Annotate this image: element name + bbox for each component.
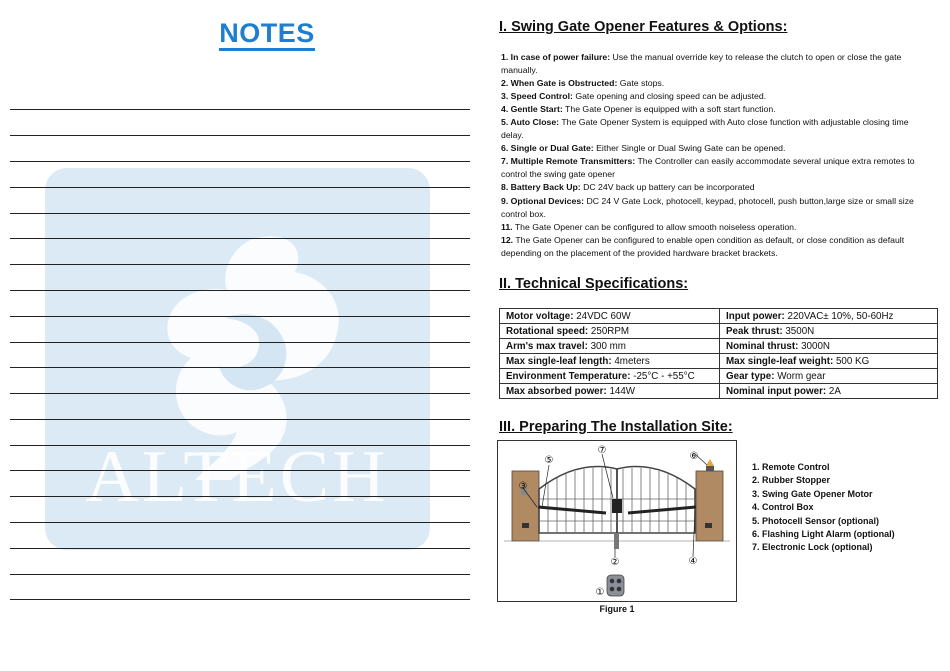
ruled-line [10, 238, 470, 239]
feature-label: 6. Single or Dual Gate: [501, 143, 594, 154]
right-pillar [696, 471, 723, 541]
ruled-line [10, 264, 470, 265]
ruled-line [10, 522, 470, 523]
table-cell: Rotational speed: 250RPM [500, 324, 720, 339]
ruled-line [10, 290, 470, 291]
table-cell: Input power: 220VAC± 10%, 50-60Hz [720, 309, 938, 324]
feature-label: 8. Battery Back Up: [501, 182, 581, 193]
feature-text: Gate stops. [617, 78, 665, 89]
right-gate-leaf [617, 467, 695, 534]
legend-item: 7. Electronic Lock (optional) [752, 542, 873, 553]
feature-text: The Gate Opener can be configured to allow smooth noiseless operation. [512, 221, 797, 232]
feature-item [501, 77, 921, 90]
altech-watermark [45, 168, 430, 550]
ruled-line [10, 445, 470, 446]
legend-item: 1. Remote Control [752, 462, 830, 472]
ruled-line [10, 599, 470, 600]
callout-1: ① [595, 587, 605, 598]
legend-item: 2. Rubber Stopper [752, 475, 831, 486]
ruled-line [10, 161, 470, 162]
feature-item [501, 90, 921, 103]
ruled-line [10, 135, 470, 136]
table-cell: Max single-leaf weight: 500 KG [720, 354, 938, 369]
feature-label: 4. Gentle Start: [501, 104, 563, 115]
figure-legend [752, 461, 895, 555]
table-cell: Peak thrust: 3500N [720, 324, 938, 339]
table-row [500, 324, 938, 339]
gate-illustration [498, 441, 736, 601]
ruled-line [10, 419, 470, 420]
feature-label: 5. Auto Close: [501, 117, 560, 128]
feature-label: 1. In case of power failure: [501, 52, 611, 62]
flashing-light-shape [706, 459, 714, 466]
ruled-line [10, 470, 470, 471]
ruled-line [10, 213, 470, 214]
ruled-line [10, 574, 470, 575]
table-cell: Nominal input power: 2A [720, 384, 938, 399]
left-pillar-box [522, 523, 529, 528]
ruled-line [10, 342, 470, 343]
notes-title-text: NOTES [219, 18, 315, 51]
table-cell: Gear type: Worm gear [720, 369, 938, 384]
feature-text: DC 24V back up battery can be incorporated [580, 182, 755, 193]
figure-caption: Figure 1 [599, 604, 635, 614]
ruled-line [10, 393, 470, 394]
feature-item [501, 234, 921, 260]
feature-text: Use the manual override key to release the clutch to open or close the gate manually. [501, 52, 902, 76]
table-row [500, 354, 938, 369]
feature-label: 3. Speed Control: [501, 91, 573, 102]
features-heading: I. Swing Gate Opener Features & Options: [499, 19, 788, 35]
table-cell: Max single-leaf length: 4meters [500, 354, 720, 369]
table-row [500, 384, 938, 399]
feature-label: 2. When Gate is Obstructed: [501, 78, 618, 89]
feature-label: 7. Multiple Remote Transmitters: [501, 156, 636, 167]
installation-figure [497, 440, 737, 602]
callout-4: ④ [688, 556, 698, 567]
callout-5: ⑤ [544, 455, 554, 466]
feature-item [501, 103, 921, 116]
ruled-line [10, 109, 470, 110]
table-cell: Motor voltage: 24VDC 60W [500, 309, 720, 324]
installation-heading: III. Preparing The Installation Site: [499, 419, 733, 435]
legend-item: 4. Control Box [752, 502, 814, 513]
feature-item [501, 142, 921, 155]
features-list [501, 51, 921, 260]
table-row [500, 339, 938, 354]
rubber-stopper-shape [614, 533, 619, 549]
callout-6: ⑥ [689, 451, 699, 462]
feature-item [501, 221, 921, 234]
notes-title [140, 18, 394, 49]
ruled-line [10, 187, 470, 188]
feature-item [501, 116, 921, 142]
table-row [500, 309, 938, 324]
table-row [500, 369, 938, 384]
feature-label: 12. [501, 234, 514, 245]
specs-table [499, 308, 938, 399]
table-cell: Max absorbed power: 144W [500, 384, 720, 399]
feature-text: The Gate Opener can be configured to enable open condition as default, or close condition as default depending on the placement of the provided hardware bracket brackets. [501, 234, 905, 258]
table-cell: Arm's max travel: 300 mm [500, 339, 720, 354]
feature-label: 9. Optional Devices: [501, 195, 585, 206]
callout-2: ② [610, 557, 620, 568]
feature-item [501, 155, 921, 181]
feature-text: Either Single or Dual Swing Gate can be opened. [593, 143, 786, 154]
feature-text: The Controller can easily accommodate several unique extra remotes to control the swing gate opener [501, 156, 915, 180]
ruled-line [10, 316, 470, 317]
callout-3: ③ [518, 481, 528, 492]
legend-item: 3. Swing Gate Opener Motor [752, 488, 873, 499]
callout-7: ⑦ [597, 445, 607, 456]
feature-item [501, 181, 921, 194]
feature-label: 11. [501, 221, 513, 232]
legend-item: 5. Photocell Sensor (optional) [752, 515, 880, 526]
feature-text: The Gate Opener System is equipped with Auto close function with adjustable closing time delay. [501, 117, 909, 141]
legend-item: 6. Flashing Light Alarm (optional) [752, 529, 895, 540]
ruled-line [10, 496, 470, 497]
remote-control-shape [607, 575, 624, 596]
left-gate-leaf [539, 467, 617, 534]
table-cell: Environment Temperature: -25°C - +55°C [500, 369, 720, 384]
specs-heading: II. Technical Specifications: [499, 276, 689, 292]
feature-text: The Gate Opener is equipped with a soft start function. [562, 104, 776, 115]
table-cell: Nominal thrust: 3000N [720, 339, 938, 354]
control-box-shape [705, 523, 712, 528]
ruled-line [10, 548, 470, 549]
feature-text: Gate opening and closing speed can be adjusted. [572, 91, 767, 102]
ruled-line [10, 367, 470, 368]
watermark-text: ALTECH [85, 436, 389, 518]
electronic-lock-shape [612, 499, 622, 513]
feature-item [501, 51, 921, 77]
feature-item [501, 195, 921, 221]
feature-text: DC 24 V Gate Lock, photocell, keypad, photocell, push button,large size or small size control box. [501, 195, 914, 219]
